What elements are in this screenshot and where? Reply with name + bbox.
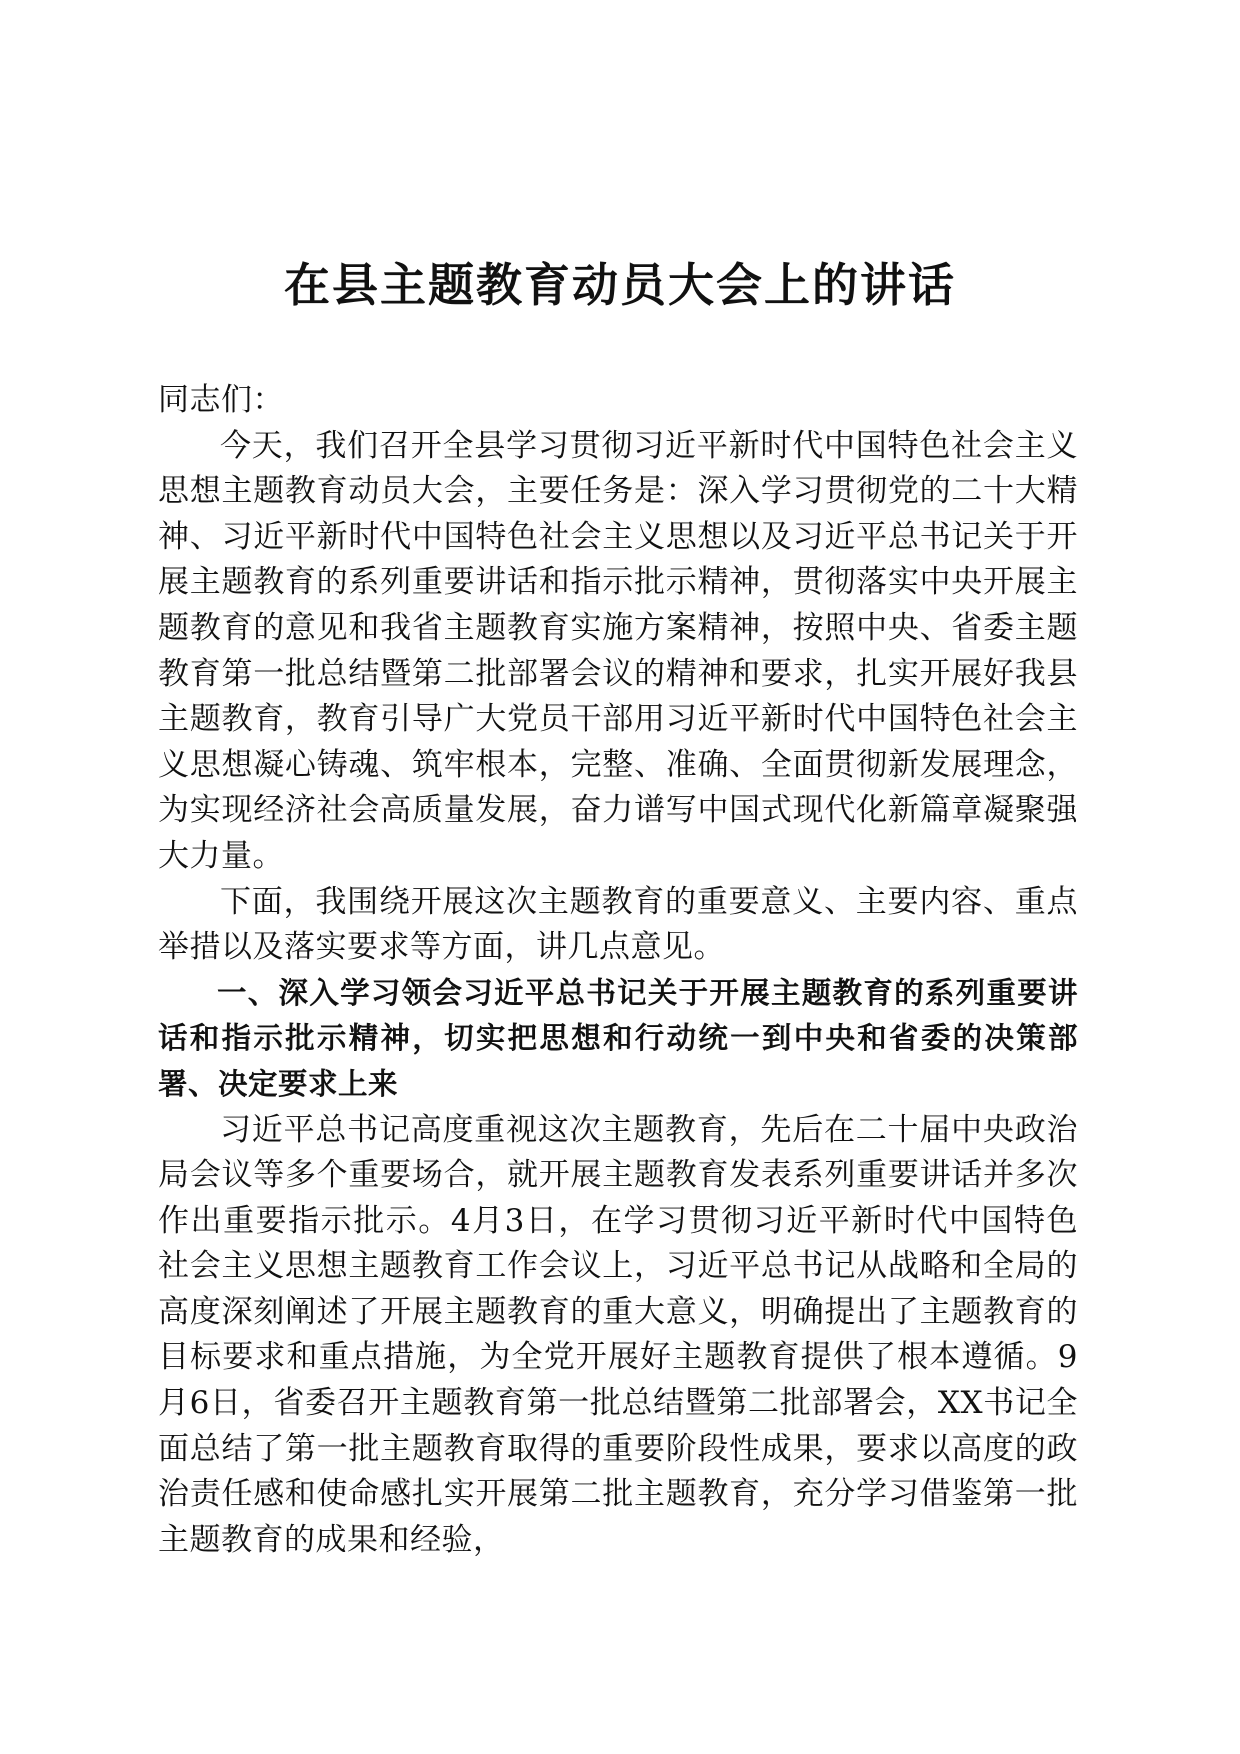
document-body — [158, 378, 1078, 1563]
paragraph-section-1: 习近平总书记高度重视这次主题教育，先后在二十届中央政治局会议等多个重要场合，就开展主题教育发表系列重要讲话并多次作出重要指示批示。4月3日，在学习贯彻习近平新时代中国特色社会主义思想主题教育工作会议上，习近平总书记从战略和全局的高度深刻阐述了开展主题教育的重大意义，明确提出了主题教育的目标要求和重点措施，为全党开展好主题教育提供了根本遵循。9月6日，省委召开主题教育第一批总结暨第二批部署会，XX书记全面总结了第一批主题教育取得的重要阶段性成果，要求以高度的政治责任感和使命感扎实开展第二批主题教育，充分学习借鉴第一批主题教育的成果和经验， — [158, 1111, 1078, 1558]
greeting: 同志们： — [158, 382, 284, 418]
document-title: 在县主题教育动员大会上的讲话 — [284, 258, 956, 312]
section-heading-1: 一、深入学习领会习近平总书记关于开展主题教育的系列重要讲话和指示批示精神，切实把思想和行动统一到中央和省委的决策部署、决定要求上来 — [158, 975, 1078, 1101]
paragraph-outline: 下面，我围绕开展这次主题教育的重要意义、主要内容、重点举措以及落实要求等方面，讲几点意见。 — [158, 883, 1078, 966]
paragraph-opening: 今天，我们召开全县学习贯彻习近平新时代中国特色社会主义思想主题教育动员大会，主要任务是：深入学习贯彻党的二十大精神、习近平新时代中国特色社会主义思想以及习近平总书记关于开展主题教育的系列重要讲话和指示批示精神，贯彻落实中央开展主题教育的意见和我省主题教育实施方案精神，按照中央、省委主题教育第一批总结暨第二批部署会议的精神和要求，扎实开展好我县主题教育，教育引导广大党员干部用习近平新时代中国特色社会主义思想凝心铸魂、筑牢根本，完整、准确、全面贯彻新发展理念，为实现经济社会高质量发展，奋力谱写中国式现代化新篇章凝聚强大力量。 — [158, 427, 1078, 874]
